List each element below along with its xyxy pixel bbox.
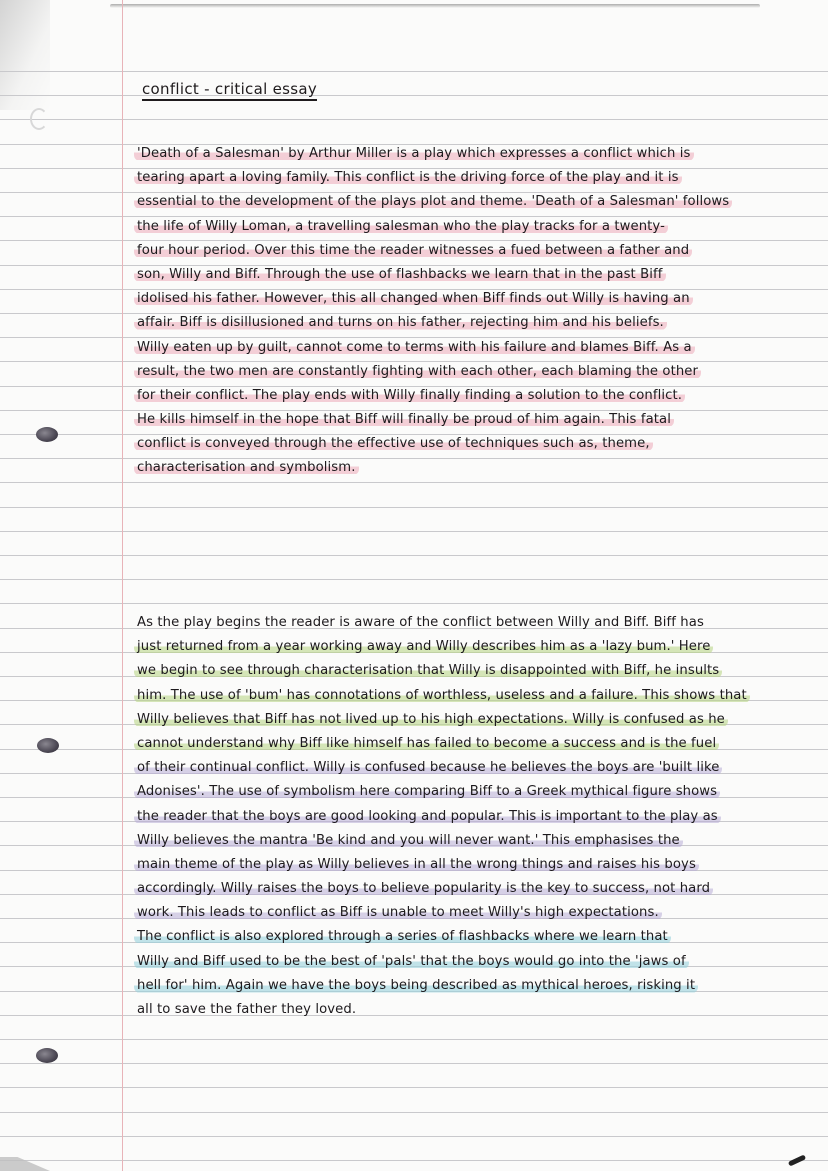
ruled-line (0, 1087, 828, 1088)
essay-line (134, 611, 819, 635)
essay-line (134, 360, 819, 384)
essay-line (134, 901, 819, 925)
highlighted-text: hell for' him. Again we have the boys being described as mythical heroes, risking it (134, 978, 698, 993)
ruled-line (0, 1136, 828, 1137)
highlighted-text: work. This leads to conflict as Biff is unable to meet Willy's high expectations. (134, 905, 662, 920)
ruled-line (0, 507, 828, 508)
highlighted-text: characterisation and symbolism. (134, 460, 359, 475)
highlighted-text: 'Death of a Salesman' by Arthur Miller is a play which expresses a conflict which is (134, 146, 694, 161)
margin-line (122, 0, 123, 1171)
highlighted-text: conflict is conveyed through the effective use of techniques such as, theme, (134, 436, 653, 451)
highlighted-text: tearing apart a loving family. This conflict is the driving force of the play and it is (134, 170, 682, 185)
punch-hole-icon (36, 1048, 58, 1063)
highlighted-text: we begin to see through characterisation that Willy is disappointed with Biff, he insults (134, 663, 722, 678)
ruled-line (0, 482, 828, 483)
highlighted-text: the life of Willy Loman, a travelling salesman who the play tracks for a twenty- (134, 219, 668, 234)
ruled-line (0, 95, 828, 96)
highlighted-text: main theme of the play as Willy believes in all the wrong things and raises his boys (134, 857, 699, 872)
ruled-line (0, 1039, 828, 1040)
essay-line (134, 659, 819, 683)
highlighted-text: Willy believes that Biff has not lived up to his high expectations. Willy is confused as he (134, 712, 728, 727)
essay-line (134, 190, 819, 214)
essay-line (134, 239, 819, 263)
punch-hole-icon (36, 427, 58, 442)
page-top-edge-shadow (110, 4, 760, 8)
ruled-line (0, 1160, 828, 1161)
essay-line (134, 950, 819, 974)
highlighted-text: Willy believes the mantra 'Be kind and you will never want.' This emphasises the (134, 833, 683, 848)
essay-line (134, 805, 819, 829)
highlighted-text: for their conflict. The play ends with Willy finally finding a solution to the conflict. (134, 388, 685, 403)
punch-hole-icon (30, 108, 48, 130)
essay-line (134, 756, 819, 780)
highlighted-text: him. The use of 'bum' has connotations of worthless, useless and a failure. This shows that (134, 688, 750, 703)
essay-line (134, 432, 819, 456)
page-corner-shadow (0, 0, 50, 110)
essay-line (134, 925, 819, 949)
highlighted-text: Willy eaten up by guilt, cannot come to terms with his failure and blames Biff. As a (134, 340, 695, 355)
essay-line (134, 287, 819, 311)
highlighted-text: cannot understand why Biff like himself has failed to become a success and is the fuel (134, 736, 719, 751)
essay-paragraph-introduction (134, 142, 819, 481)
highlighted-text: Willy and Biff used to be the best of 'pals' that the boys would go into the 'jaws of (134, 954, 689, 969)
ruled-line (0, 1063, 828, 1064)
essay-line (134, 635, 819, 659)
highlighted-text: Adonises'. The use of symbolism here comparing Biff to a Greek mythical figure shows (134, 784, 720, 799)
plain-text: As the play begins the reader is aware of the conflict between Willy and Biff. Biff has (137, 615, 704, 630)
essay-line (134, 263, 819, 287)
ruled-line (0, 71, 828, 72)
essay-line (134, 384, 819, 408)
essay-line (134, 215, 819, 239)
highlighted-text: affair. Biff is disillusioned and turns on his father, rejecting him and his beliefs. (134, 315, 667, 330)
ruled-line (0, 531, 828, 532)
highlighted-text: just returned from a year working away and Willy describes him as a 'lazy bum.' Here (134, 639, 713, 654)
highlighted-text: accordingly. Willy raises the boys to believe popularity is the key to success, not hard (134, 881, 713, 896)
punch-hole-icon (37, 738, 59, 753)
essay-line (134, 684, 819, 708)
highlighted-text: essential to the development of the plays plot and theme. 'Death of a Salesman' follows (134, 194, 732, 209)
ruled-line (0, 579, 828, 580)
essay-line (134, 311, 819, 335)
essay-line (134, 780, 819, 804)
essay-line (134, 877, 819, 901)
plain-text: all to save the father they loved. (137, 1002, 357, 1017)
essay-line (134, 708, 819, 732)
ruled-line (0, 1112, 828, 1113)
ruled-line (0, 119, 828, 120)
essay-line (134, 998, 819, 1022)
essay-title: conflict - critical essay (142, 80, 317, 101)
essay-line (134, 166, 819, 190)
essay-line (134, 456, 819, 480)
essay-line (134, 974, 819, 998)
essay-paragraph-body (134, 611, 819, 1022)
essay-line (134, 408, 819, 432)
highlighted-text: result, the two men are constantly fighting with each other, each blaming the other (134, 364, 701, 379)
highlighted-text: idolised his father. However, this all changed when Biff finds out Willy is having an (134, 291, 693, 306)
ruled-line (0, 555, 828, 556)
highlighted-text: The conflict is also explored through a series of flashbacks where we learn that (134, 929, 671, 944)
highlighted-text: four hour period. Over this time the reader witnesses a fued between a father and (134, 243, 692, 258)
highlighted-text: the reader that the boys are good looking and popular. This is important to the play as (134, 809, 721, 824)
essay-line (134, 732, 819, 756)
essay-line (134, 829, 819, 853)
highlighted-text: He kills himself in the hope that Biff will finally be proud of him again. This fatal (134, 412, 674, 427)
ruled-line (0, 603, 828, 604)
essay-line (134, 853, 819, 877)
essay-line (134, 336, 819, 360)
highlighted-text: son, Willy and Biff. Through the use of flashbacks we learn that in the past Biff (134, 267, 666, 282)
highlighted-text: of their continual conflict. Willy is confused because he believes the boys are 'built like (134, 760, 722, 775)
essay-line (134, 142, 819, 166)
